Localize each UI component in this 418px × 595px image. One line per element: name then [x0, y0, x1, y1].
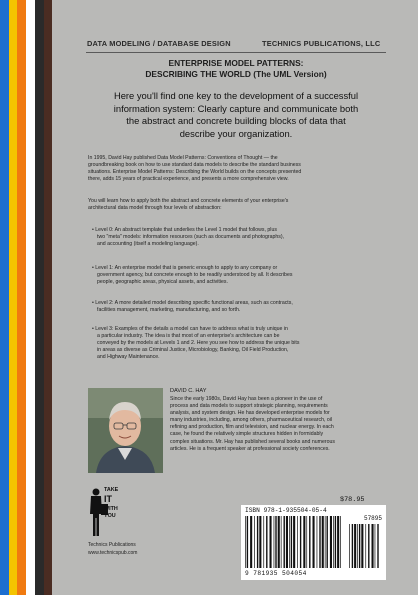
stripe-black	[35, 0, 44, 595]
tagline-line: Here you'll find one key to the development of a successful	[113, 90, 359, 101]
author-name: DAVID C. HAY	[170, 388, 207, 394]
price-addon-code: 57895	[363, 515, 382, 522]
text-line: analysis, and system design. He has developed enterprise models for	[170, 410, 330, 417]
text-line: architectural data model through four levels of abstraction:	[88, 205, 222, 212]
level-0-item	[92, 227, 382, 248]
level-3-item	[92, 326, 382, 361]
text-line: people, geographic areas, physical assets, and activities.	[97, 279, 228, 286]
color-stripes	[0, 0, 52, 595]
stripe-blue	[0, 0, 9, 595]
text-line: articles. He is a frequent speaker at professional society conferences.	[170, 445, 330, 452]
title-line: ENTERPRISE MODEL PATTERNS:	[168, 58, 304, 68]
text-line: groundbreaking book on how to use standard data models to describe the standard business	[88, 162, 301, 169]
stripe-orange	[17, 0, 26, 595]
text-line: government agency, but concrete enough to be readily understood by all. It describes	[97, 272, 293, 279]
price-label: $78.95	[340, 496, 365, 504]
text-line: Since the early 1980s, David Hay has been a pioneer in the use of	[170, 396, 323, 402]
stripe-yellow	[9, 0, 17, 595]
text-line: in areas as diverse as Criminal Justice, Microbiology, Banking, Oil Field Production,	[97, 347, 289, 354]
level-1-item	[92, 265, 382, 286]
tagline-line: describe your organization.	[179, 127, 293, 139]
tagline-line: the abstract and concrete building blocks of data that	[126, 115, 346, 127]
text-line: a particular industry. The idea is that most of an enterprise's architecture can be	[97, 333, 280, 340]
ean-number: 9 781935 504054	[245, 570, 307, 577]
barcode-bars	[245, 516, 343, 568]
logo-word: TAKE	[104, 487, 119, 493]
publisher-header: TECHNICS PUBLICATIONS, LLC	[262, 39, 381, 48]
author-photo	[88, 388, 163, 473]
level-2-item	[92, 300, 382, 314]
logo-word: IT	[104, 494, 112, 504]
text-line: You will learn how to apply both the abstract and concrete elements of your enterprise's	[88, 198, 289, 204]
publisher-name: Technics Publications	[88, 542, 136, 548]
text-line: many industries, including, among others, pharmaceutical research, oil	[170, 417, 333, 424]
text-line: In 1995, David Hay published Data Model Patterns: Conventions of Thought — the	[88, 155, 278, 161]
header-divider	[86, 52, 386, 53]
title-line: DESCRIBING THE WORLD (The UML Version)	[145, 69, 327, 79]
author-portrait-icon	[88, 388, 163, 473]
stripe-white	[26, 0, 35, 595]
logo-word: WITH	[104, 506, 118, 512]
addon-barcode-bars	[349, 524, 382, 568]
text-line: facilities management, marketing, manufacturing, and so forth.	[97, 307, 241, 314]
text-line: and Highway Maintenance.	[97, 354, 160, 361]
text-line: two "meta" models: information resources (such as documents and photographs),	[97, 234, 285, 241]
text-line: case, he found the relatively simple structures hidden in formidably	[170, 431, 324, 438]
category-label: DATA MODELING / DATABASE DESIGN	[87, 39, 231, 48]
book-title	[86, 58, 386, 80]
text-line: • Level 1: An enterprise model that is generic enough to apply to any company or	[92, 265, 278, 271]
text-line: process and data models to support strategic planning, requirements	[170, 403, 328, 410]
text-line: • Level 0: An abstract template that underlies the Level 1 model that follows, plus	[92, 227, 277, 233]
text-line: conveyed by the models at Levels 1 and 2. Here you see how to address the unique bits	[97, 340, 300, 347]
text-line: and accounting (itself a modeling language).	[97, 241, 199, 248]
text-line: complex situations. Mr. Hay has published several books and numerous	[170, 438, 335, 445]
tagline	[86, 90, 386, 140]
author-bio	[170, 396, 385, 453]
publisher-url: www.technicspub.com	[88, 550, 138, 556]
isbn-number: ISBN 978-1-935504-05-4	[245, 507, 327, 514]
text-line: • Level 2: A more detailed model describing specific functional areas, such as contracts,	[92, 300, 293, 306]
intro-paragraph	[88, 155, 384, 183]
text-line: situations. Enterprise Model Patterns: Describing the World builds on the concepts presented	[88, 169, 302, 176]
logo-word: YOU	[104, 513, 116, 519]
stripe-brown	[44, 0, 52, 595]
tagline-line: information system: Clearly capture and communicate both	[113, 102, 359, 114]
lead-paragraph	[88, 198, 384, 212]
text-line: there, adds 15 years of practical experience, and presents a more comprehensive view.	[88, 176, 289, 183]
text-line: refining and production, film and television, and nuclear energy. In each	[170, 424, 334, 431]
isbn-barcode	[241, 505, 386, 580]
text-line: • Level 3: Examples of the details a model can have to address what is truly unique in	[92, 326, 288, 332]
